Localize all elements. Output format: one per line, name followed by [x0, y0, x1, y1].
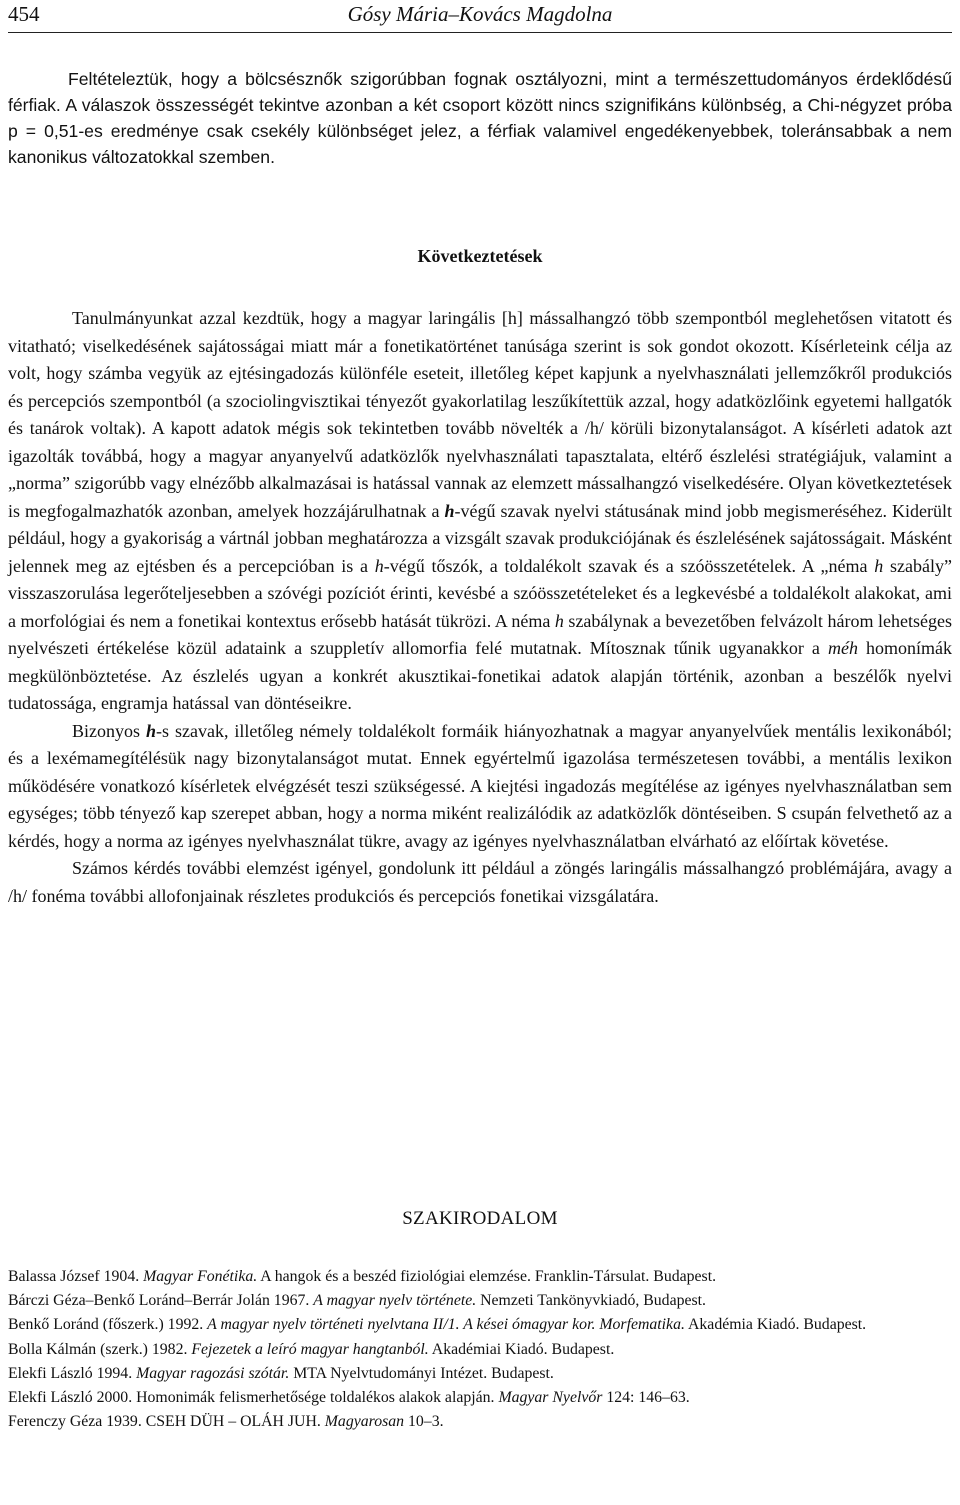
emphasis-h: h: [374, 555, 384, 576]
intro-paragraph: Feltételeztük, hogy a bölcsésznők szigorúbban fognak osztályozni, mint a természettudományos érdeklődésű férfiak. A válaszok összességét tekintve azonban a két csoport között nincs szignifikáns különbség, a Chi-négyzet próba p = 0,51-es eredménye csak csekély különbséget jelez, a férfiak valamivel engedékenyebbek, toleránsabbak a nem kanonikus változatokkal szemben.: [8, 69, 952, 167]
page-header: [8, 0, 952, 33]
text-run: Tanulmányunkat azzal kezdtük, hogy a magyar laringális [h] mássalhangzó több szempontból meglehetősen vitatott és vitatható; viselkedésének sajátosságai miatt már a fonetikatörténet tanúsága szerint is sok gondot okozott. Kísérleteink célja az volt, hogy számba vegyük az ejtésingadozás különféle eseteit, illetőleg képet kapjunk a nyelvhasználati jellemzőkről produkciós és percepciós szempontból (a szociolingvisztikai tényezőt gyakorlatilag leszűkítettük azzal, hogy adatközlőink egyetemi hallgatók és tanárok voltak). A kapott adatok mégis sok tekintetben tovább növelték a /h/ körüli bizonytalanságot. A kísérleti adatok azt igazolták továbbá, hogy a magyar anyanyelvű adatközlők nyelvhasználati tapasztalata, eltérő észlelési stratégiájuk, valamint a „norma” szigorúbb vagy elnézőbb alkalmazásai is hatással vannak az elemzett mássalhangzó viselkedésére. Olyan következtetések is megfogalmazhatók azonban, amelyek hozzájárulhatnak a: [8, 308, 952, 521]
text-run: -végű szavak nyelvi státusának mind jobb megismeréséhez. Kiderült például, hogy a gyakoriság a vártnál jobban meghatározza a vizsgált szavak produkciójának és észlelésének sajátosságait. Másként jelennek meg az ejtésben és a percepcióban is a: [8, 500, 953, 576]
reference-item: Bárczi Géza–Benkő Loránd–Berrár Jolán 1967. A magyar nyelv története. Nemzeti Tankönyvkiadó, Budapest.: [8, 1292, 706, 1310]
emphasis-h: h: [444, 500, 455, 521]
conclusions-body: [8, 305, 952, 910]
conclusions-paragraph-3: Számos kérdés további elemzést igényel, gondolunk itt például a zöngés laringális mássalhangzó problémájára, avagy a /h/ fonéma további allofonjainak részletes produkciós és percepciós fonetikai vizsgálatára.: [8, 858, 952, 906]
text-run: szabálynak a bevezetőben felvázolt három lehetséges nyelvészeti értékelése közül adataink a szuppletív allomorfia felé mutatnak. Mítosznak tűnik ugyanakkor a: [8, 610, 952, 658]
references-list: [8, 1266, 952, 1435]
text-run: -s szavak, illetőleg némely toldalékolt formáik hiányozhatnak a magyar anyanyelvűek mentális lexikonából; és a lexémamegítélésük nagy bizonytalanságot mutat. Ennek egyértelmű igazolása természetesen további, a mentális lexikon működésére vonatkozó kísérletek elvégzését teszi szükségessé. A kiejtési ingadozás megítélése az igényes nyelvhasználatban sem egységes; több tényező kap szerepet abban, hogy a norma miként realizálódik az adatközlők döntéseiben. S csupán felvethető az a kérdés, hogy a norma az igényes nyelvhasználat tükre, avagy az igényes nyelvhasználatban elvárható az előírtak követése.: [8, 720, 952, 851]
reference-item: Elekfi László 2000. Homonimák felismerhetősége toldalékos alakok alapján. Magyar Nyelvőr 124: 146–63.: [8, 1388, 690, 1406]
section-title: Következtetések: [417, 246, 543, 266]
reference-item: Bolla Kálmán (szerk.) 1982. Fejezetek a leíró magyar hangtanból. Akadémiai Kiadó. Budapest.: [8, 1340, 615, 1358]
reference-item: Elekfi László 1994. Magyar ragozási szótár. MTA Nyelvtudományi Intézet. Budapest.: [8, 1364, 554, 1382]
emphasis-meh: méh: [827, 638, 858, 658]
text-run: homonímák megkülönböztetése. Az észlelés ugyan a konkrét akusztikai-fonetikai adatok alapján történik, azonban a beszélők nyelvi tudatossága, engramja hatással van döntéseikre.: [8, 638, 952, 713]
intro-section: [8, 66, 952, 170]
conclusions-paragraph-2: [8, 718, 952, 856]
text-run: -végű tőszók, a toldalékolt szavak és a szóösszetételek. A „néma: [383, 555, 875, 576]
page-number: 454: [8, 2, 40, 26]
references-title: SZAKIRODALOM: [402, 1208, 558, 1229]
emphasis-h: h: [554, 610, 564, 631]
emphasis-h: h: [145, 720, 156, 741]
reference-item: Balassa József 1904. Magyar Fonétika. A hangok és a beszéd fiziológiai elemzése. Franklin-Társulat. Budapest.: [8, 1268, 717, 1285]
text-run: szabály” visszaszorulása legerőteljesebben a szóvégi pozíciót érinti, kevésbé a szóösszetételeket és a legkevésbé a toldalékolt alakokat, ami a morfológiai és nem a fonetikai kontextus erősebb hatását tükrözi. A néma: [8, 555, 952, 631]
running-title: Gósy Mária–Kovács Magdolna: [347, 2, 613, 26]
conclusions-paragraph-1: [8, 305, 952, 718]
text-run: Bizonyos: [72, 720, 146, 741]
emphasis-h: h: [874, 555, 884, 576]
reference-item: Benkő Loránd (főszerk.) 1992. A magyar nyelv történeti nyelvtana II/1. A kései ómagyar kor. Morfematika. Akadémia Kiadó. Budapest.: [8, 1316, 867, 1334]
reference-item: Ferenczy Géza 1939. CSEH DÜH – OLÁH JUH. Magyarosan 10–3.: [8, 1413, 444, 1431]
